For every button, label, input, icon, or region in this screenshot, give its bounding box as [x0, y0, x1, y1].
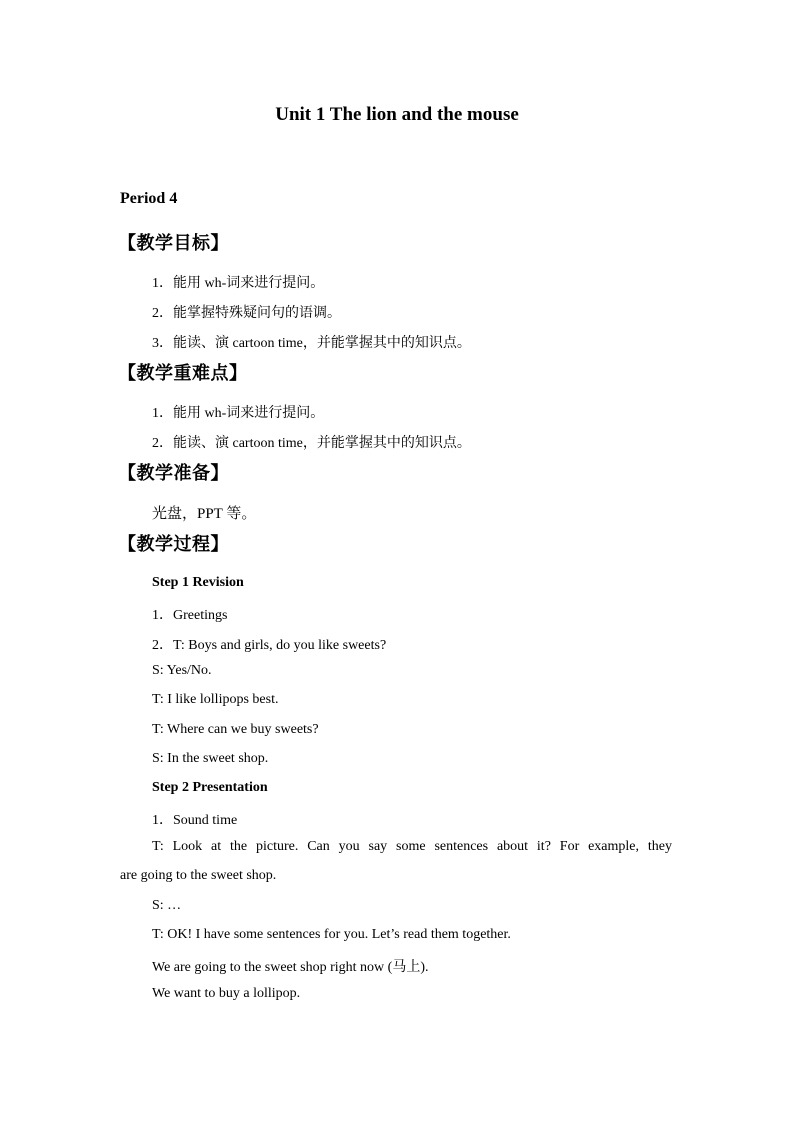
step2-heading: Step 2 Presentation: [152, 780, 268, 795]
key-point-item: 2．能读、演 cartoon time，并能掌握其中的知识点。: [152, 436, 471, 451]
step2-line: S: …: [152, 898, 182, 913]
objective-item: 1．能用 wh-词来进行提问。: [152, 276, 325, 291]
step2-line: 1．Sound time: [152, 813, 238, 828]
step2-line: T: OK! I have some sentences for you. Let’s read them together.: [152, 927, 511, 942]
step2-line: We are going to the sweet shop right now (马上).: [152, 960, 429, 975]
step1-line: 1．Greetings: [152, 608, 228, 623]
step1-line: S: Yes/No.: [152, 663, 212, 678]
step2-line: T: Look at the picture. Can you say some sentences about it? For example, they: [152, 839, 672, 854]
step2-line-continued: are going to the sweet shop.: [120, 868, 277, 883]
section-heading-preparation: 【教学准备】: [118, 463, 229, 484]
step1-line: T: I like lollipops best.: [152, 692, 279, 707]
preparation-text: 光盘，PPT 等。: [152, 506, 257, 522]
objective-item: 2．能掌握特殊疑问句的语调。: [152, 306, 341, 321]
period-label: Period 4: [120, 190, 178, 207]
step1-line: S: In the sweet shop.: [152, 751, 269, 766]
objective-item: 3．能读、演 cartoon time，并能掌握其中的知识点。: [152, 336, 471, 351]
section-heading-key-points: 【教学重难点】: [118, 363, 248, 384]
section-heading-objectives: 【教学目标】: [118, 233, 229, 254]
key-point-item: 1．能用 wh-词来进行提问。: [152, 406, 325, 421]
step1-line: 2．T: Boys and girls, do you like sweets?: [152, 638, 387, 653]
section-heading-process: 【教学过程】: [118, 534, 229, 555]
step1-line: T: Where can we buy sweets?: [152, 722, 319, 737]
document-title: Unit 1 The lion and the mouse: [275, 104, 519, 125]
step1-heading: Step 1 Revision: [152, 575, 244, 590]
step2-line: We want to buy a lollipop.: [152, 986, 301, 1001]
